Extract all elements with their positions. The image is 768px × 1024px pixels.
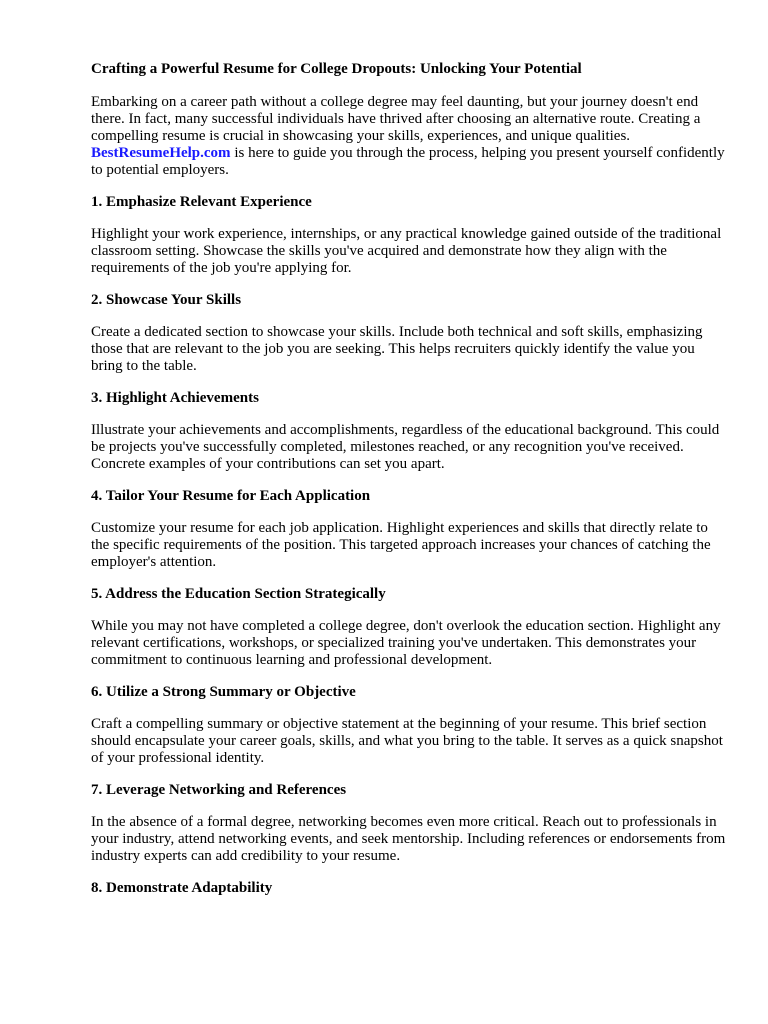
- intro-text-before-link: Embarking on a career path without a college degree may feel daunting, but your journey doesn't end there. In fact, many successful individuals have thrived after choosing an alternative route. Creating a compelling resume is crucial in showcasing your skills, experiences, and unique qualities.: [91, 94, 701, 144]
- section-heading-4: 4. Tailor Your Resume for Each Application: [91, 488, 371, 504]
- section-heading-7: 7. Leverage Networking and References: [91, 782, 347, 798]
- intro-text-after-link: is here to guide you through the process, helping you present yourself confidently to potential employers.: [91, 145, 725, 178]
- section-heading-3: 3. Highlight Achievements: [91, 390, 259, 406]
- section-heading-6: 6. Utilize a Strong Summary or Objective: [91, 684, 356, 700]
- section-body-3: Illustrate your achievements and accomplishments, regardless of the educational background. This could be projects you've successfully completed, milestones reached, or any recognition you've received. Concrete examples of your contributions can set you apart.: [91, 422, 720, 472]
- section-heading-1: 1. Emphasize Relevant Experience: [91, 194, 312, 210]
- bestresumehelp-link[interactable]: BestResumeHelp.com: [91, 145, 231, 161]
- section-body-7: In the absence of a formal degree, networking becomes even more critical. Reach out to professionals in your industry, attend networking events, and seek mentorship. Including references or endorsements from industry experts can add credibility to your resume.: [91, 814, 726, 864]
- intro-paragraph: [91, 94, 728, 179]
- section-body-4: Customize your resume for each job application. Highlight experiences and skills that directly relate to the specific requirements of the position. This targeted approach increases your chances of catching the employer's attention.: [91, 520, 711, 570]
- section-heading-5: 5. Address the Education Section Strategically: [91, 586, 386, 602]
- section-body-5: While you may not have completed a college degree, don't overlook the education section. Highlight any relevant certifications, workshops, or specialized training you've undertaken. This demonstrates your commitment to continuous learning and professional development.: [91, 618, 721, 668]
- section-body-1: Highlight your work experience, internships, or any practical knowledge gained outside of the traditional classroom setting. Showcase the skills you've acquired and demonstrate how they align with the requirements of the job you're applying for.: [91, 226, 722, 276]
- section-body-6: Craft a compelling summary or objective statement at the beginning of your resume. This brief section should encapsulate your career goals, skills, and what you bring to the table. It serves as a quick snapshot of your professional identity.: [91, 716, 723, 766]
- section-body-2: Create a dedicated section to showcase your skills. Include both technical and soft skills, emphasizing those that are relevant to the job you are seeking. This helps recruiters quickly identify the value you bring to the table.: [91, 324, 703, 374]
- section-heading-8: 8. Demonstrate Adaptability: [91, 880, 273, 896]
- document-title: Crafting a Powerful Resume for College Dropouts: Unlocking Your Potential: [91, 61, 582, 77]
- section-heading-2: 2. Showcase Your Skills: [91, 292, 242, 308]
